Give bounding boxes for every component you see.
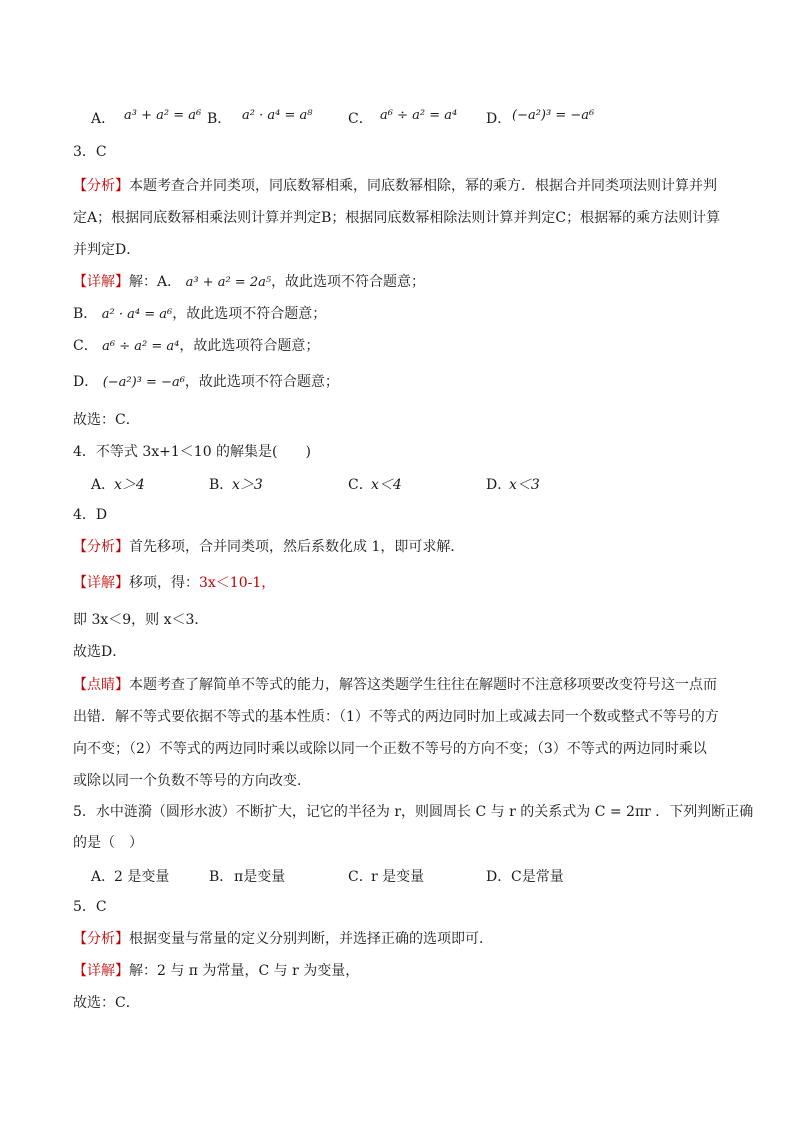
q3-analysis-line-2: 定A；根据同底数幂相乘法则计算并判定B；根据同底数幂相除法则计算并判定C；根据幂的乘方法则计算 — [73, 210, 721, 226]
q3-detail-a-math: a³ + a² = 2a⁵ — [185, 275, 272, 290]
q4-detail-math: 3x＜10-1， — [199, 575, 276, 591]
q3-detail-line-c — [73, 336, 319, 357]
q3-detail-line-d — [73, 372, 339, 393]
q5-option-c-text: r 是变量 — [371, 869, 425, 885]
q3-option-c-math: a⁶ ÷ a² = a⁴ — [380, 108, 458, 123]
q4-option-d-math: x＜3 — [509, 477, 540, 493]
q5-answer: 5．C — [73, 899, 107, 915]
q5-option-a-text: 2 是变量 — [114, 869, 170, 885]
q5-analysis — [73, 929, 493, 949]
q3-detail-d-math: (−a²)³ = −a⁶ — [102, 375, 185, 390]
q3-option-a-label: A． — [91, 111, 116, 127]
q3-detail-c-math: a⁶ ÷ a² = a⁴ — [102, 339, 180, 354]
q3-answer: 3．C — [73, 144, 107, 160]
q4-detail-tag: 【详解】 — [73, 575, 129, 591]
q5-option-d-label: D． — [486, 869, 512, 885]
q3-option-d-label: D． — [486, 111, 512, 127]
q4-conclusion: 故选D． — [73, 644, 127, 660]
q4-detail — [73, 573, 275, 593]
q3-option-b-math: a² · a⁴ = a⁸ — [242, 108, 313, 123]
q3-option-d-math: (−a²)³ = −a⁶ — [512, 108, 595, 123]
q4-remark-line-4: 或除以同一个负数不等号的方向改变． — [73, 773, 311, 789]
q5-option-b-label: B． — [209, 869, 234, 885]
q3-detail-c-prefix: C． — [73, 338, 98, 354]
q4-option-c-label: C． — [348, 477, 373, 493]
q4-detail-b: 即 3x＜9，则 x＜3． — [73, 612, 209, 628]
q3-detail-b-math: a² · a⁴ = a⁶ — [101, 307, 173, 322]
q4-analysis — [73, 537, 464, 557]
q5-detail-tag: 【详解】 — [73, 963, 129, 979]
q4-remark-line-1 — [73, 675, 717, 695]
q5-option-c-label: C． — [348, 869, 373, 885]
q4-remark-tag: 【点睛】 — [73, 677, 129, 693]
q4-analysis-text: 首先移项，合并同类项，然后系数化成 1，即可求解． — [129, 539, 465, 555]
q4-option-b-label: B． — [209, 477, 234, 493]
q3-option-a-math: a³ + a² = a⁶ — [124, 108, 202, 123]
q5-option-d-text: C是常量 — [511, 869, 564, 885]
q5-analysis-text: 根据变量与常量的定义分别判断，并选择正确的选项即可． — [129, 931, 493, 947]
q3-conclusion: 故选：C． — [73, 412, 140, 428]
q4-remark-text-1: 本题考查了解简单不等式的能力，解答这类题学生往往在解题时不注意移项要改变符号这一点而 — [129, 677, 717, 693]
q3-detail-d-suffix: ，故此选项不符合题意； — [184, 374, 339, 390]
q3-option-b-label: B． — [207, 111, 232, 127]
q4-option-d-label: D． — [486, 477, 512, 493]
q3-option-c-label: C． — [348, 111, 373, 127]
q5-option-b-text: π是变量 — [234, 869, 286, 885]
q3-detail-line-b — [73, 304, 326, 325]
q5-question-line-1: 5．水中涟漪（圆形水波）不断扩大，记它的半径为 r，则圆周长 C 与 r 的关系式为 C = 2πr ．下列判断正确 — [73, 804, 754, 820]
q5-question-line-2: 的是（ ） — [73, 835, 143, 851]
q4-question: 4．不等式 3x+1＜10 的解集是( ) — [73, 444, 311, 460]
q3-detail-a-prefix: 解：A． — [129, 274, 182, 290]
q4-option-b-math: x＞3 — [232, 477, 263, 493]
q4-option-a-math: x＞4 — [114, 477, 145, 493]
q4-remark-line-3: 向不变；（2）不等式的两边同时乘以或除以同一个正数不等号的方向不变；（3）不等式的两边同时乘以 — [73, 741, 707, 757]
q3-analysis-tag: 【分析】 — [73, 178, 129, 194]
q4-detail-text: 移项，得： — [129, 575, 199, 591]
q3-detail-d-prefix: D． — [73, 374, 99, 390]
q3-detail-b-suffix: ，故此选项不符合题意； — [172, 306, 327, 322]
q5-option-a-label: A． — [91, 869, 116, 885]
q3-analysis-line-3: 并判定D． — [73, 242, 141, 258]
q4-answer: 4．D — [73, 507, 108, 523]
q3-detail-b-prefix: B． — [73, 306, 98, 322]
q5-analysis-tag: 【分析】 — [73, 931, 129, 947]
q4-option-a-label: A． — [91, 477, 116, 493]
q3-detail-a-suffix: ，故此选项不符合题意； — [271, 274, 426, 290]
q4-analysis-tag: 【分析】 — [73, 539, 129, 555]
q5-detail — [73, 961, 359, 981]
q5-conclusion: 故选：C． — [73, 995, 140, 1011]
q3-detail-line-a — [73, 272, 425, 293]
q3-detail-c-suffix: ，故此选项符合题意； — [179, 338, 320, 354]
q3-analysis-line-1 — [73, 176, 717, 196]
q5-detail-text: 解：2 与 π 为常量，C 与 r 为变量， — [129, 963, 360, 979]
q3-analysis-text-1: 本题考查合并同类项，同底数幂相乘，同底数幂相除，幂的乘方．根据合并同类项法则计算并判 — [129, 178, 717, 194]
q3-detail-tag: 【详解】 — [73, 274, 129, 290]
q4-option-c-math: x＜4 — [371, 477, 402, 493]
q4-remark-line-2: 出错．解不等式要依据不等式的基本性质：（1）不等式的两边同时加上或减去同一个数或整式不等号的方 — [73, 709, 719, 725]
